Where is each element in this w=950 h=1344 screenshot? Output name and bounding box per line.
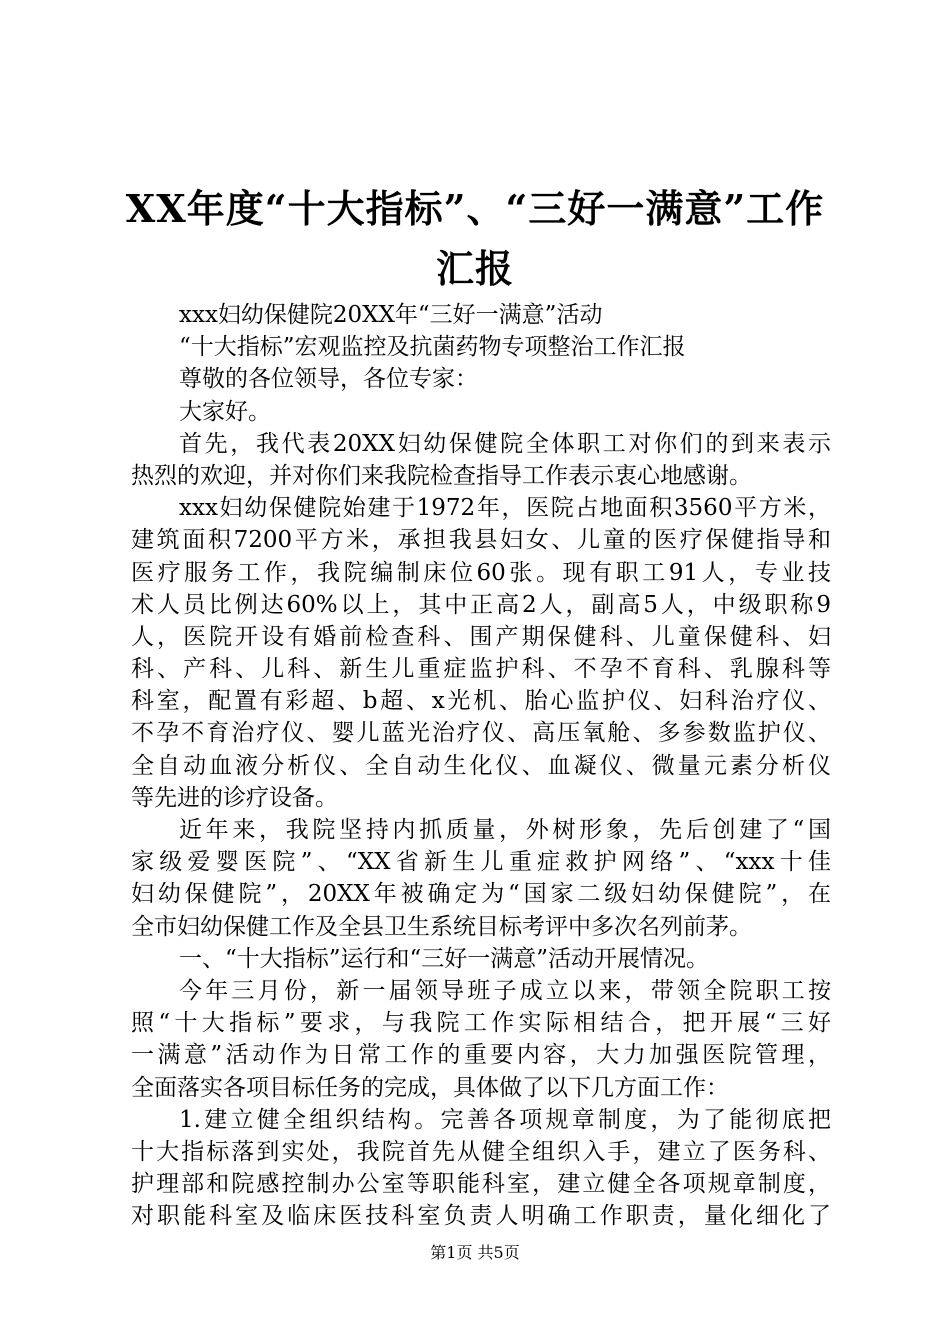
body-line: 1.建立健全组织结构。完善各项规章制度，为了能彻底把 — [179, 1106, 831, 1133]
body-line: 一满意”活动作为日常工作的重要内容，大力加强医院管理， — [131, 1042, 831, 1069]
body-line: 术人员比例达60%以上，其中正高2人，副高5人，中级职称9 — [131, 591, 831, 618]
body-line: 对职能科室及临床医技科室负责人明确工作职责，量化细化了 — [131, 1203, 831, 1230]
body-line: xxx妇幼保健院始建于1972年，医院占地面积3560平方米， — [179, 495, 831, 522]
body-line: 护理部和院感控制办公室等职能科室，建立健全各项规章制度， — [131, 1171, 831, 1198]
body-line: 医疗服务工作，我院编制床位60张。现有职工91人，专业技 — [131, 559, 831, 586]
body-line: 等先进的诊疗设备。 — [131, 784, 338, 811]
body-line: 全市妇幼保健工作及全县卫生系统目标考评中多次名列前茅。 — [131, 913, 752, 940]
body-line: 十大指标落到实处，我院首先从健全组织入手，建立了医务科、 — [131, 1138, 831, 1165]
body-line: 科室，配置有彩超、b超、x光机、胎心监护仪、妇科治疗仪、 — [131, 688, 831, 715]
body-line: “十大指标”宏观监控及抗菌药物专项整治工作汇报 — [179, 334, 686, 361]
body-line: 尊敬的各位领导，各位专家： — [179, 366, 478, 393]
body-line: 大家好。 — [179, 398, 271, 425]
body-line: 一、“十大指标”运行和“三好一满意”活动开展情况。 — [179, 945, 710, 972]
body-line: 全自动血液分析仪、全自动生化仪、血凝仪、微量元素分析仪 — [131, 752, 831, 779]
body-line: 首先，我代表20XX妇幼保健院全体职工对你们的到来表示 — [179, 430, 831, 457]
body-line: 科、产科、儿科、新生儿重症监护科、不孕不育科、乳腺科等 — [131, 656, 831, 683]
document-body — [131, 299, 831, 1232]
body-line: 近年来，我院坚持内抓质量，外树形象，先后创建了“国 — [179, 817, 831, 843]
body-line: 人，医院开设有婚前检查科、围产期保健科、儿童保健科、妇 — [131, 623, 831, 650]
body-line: 建筑面积7200平方米，承担我县妇女、儿童的医疗保健指导和 — [131, 527, 831, 554]
body-line: xxx妇幼保健院20XX年“三好一满意”活动 — [179, 302, 603, 328]
body-line: 不孕不育治疗仪、婴儿蓝光治疗仪、高压氧舱、多参数监护仪、 — [131, 720, 831, 747]
document-title-line-2: 汇报 — [435, 246, 514, 291]
body-line: 照“十大指标”要求，与我院工作实际相结合，把开展“三好 — [131, 1010, 831, 1037]
body-line: 妇幼保健院”，20XX年被确定为“国家二级妇幼保健院”，在 — [131, 881, 831, 908]
body-line: 热烈的欢迎，并对你们来我院检查指导工作表示衷心地感谢。 — [131, 462, 752, 489]
body-line: 全面落实各项目标任务的完成，具体做了以下几方面工作： — [131, 1074, 729, 1101]
body-line: 家级爱婴医院”、“XX省新生儿重症救护网络”、“xxx十佳 — [131, 849, 831, 876]
document-title-line-1: XX年度“十大指标”、“三好一满意”工作 — [125, 186, 825, 231]
page-number-footer: 第1页 共5页 — [430, 1243, 520, 1262]
body-line: 今年三月份，新一届领导班子成立以来，带领全院职工按 — [179, 977, 831, 1004]
